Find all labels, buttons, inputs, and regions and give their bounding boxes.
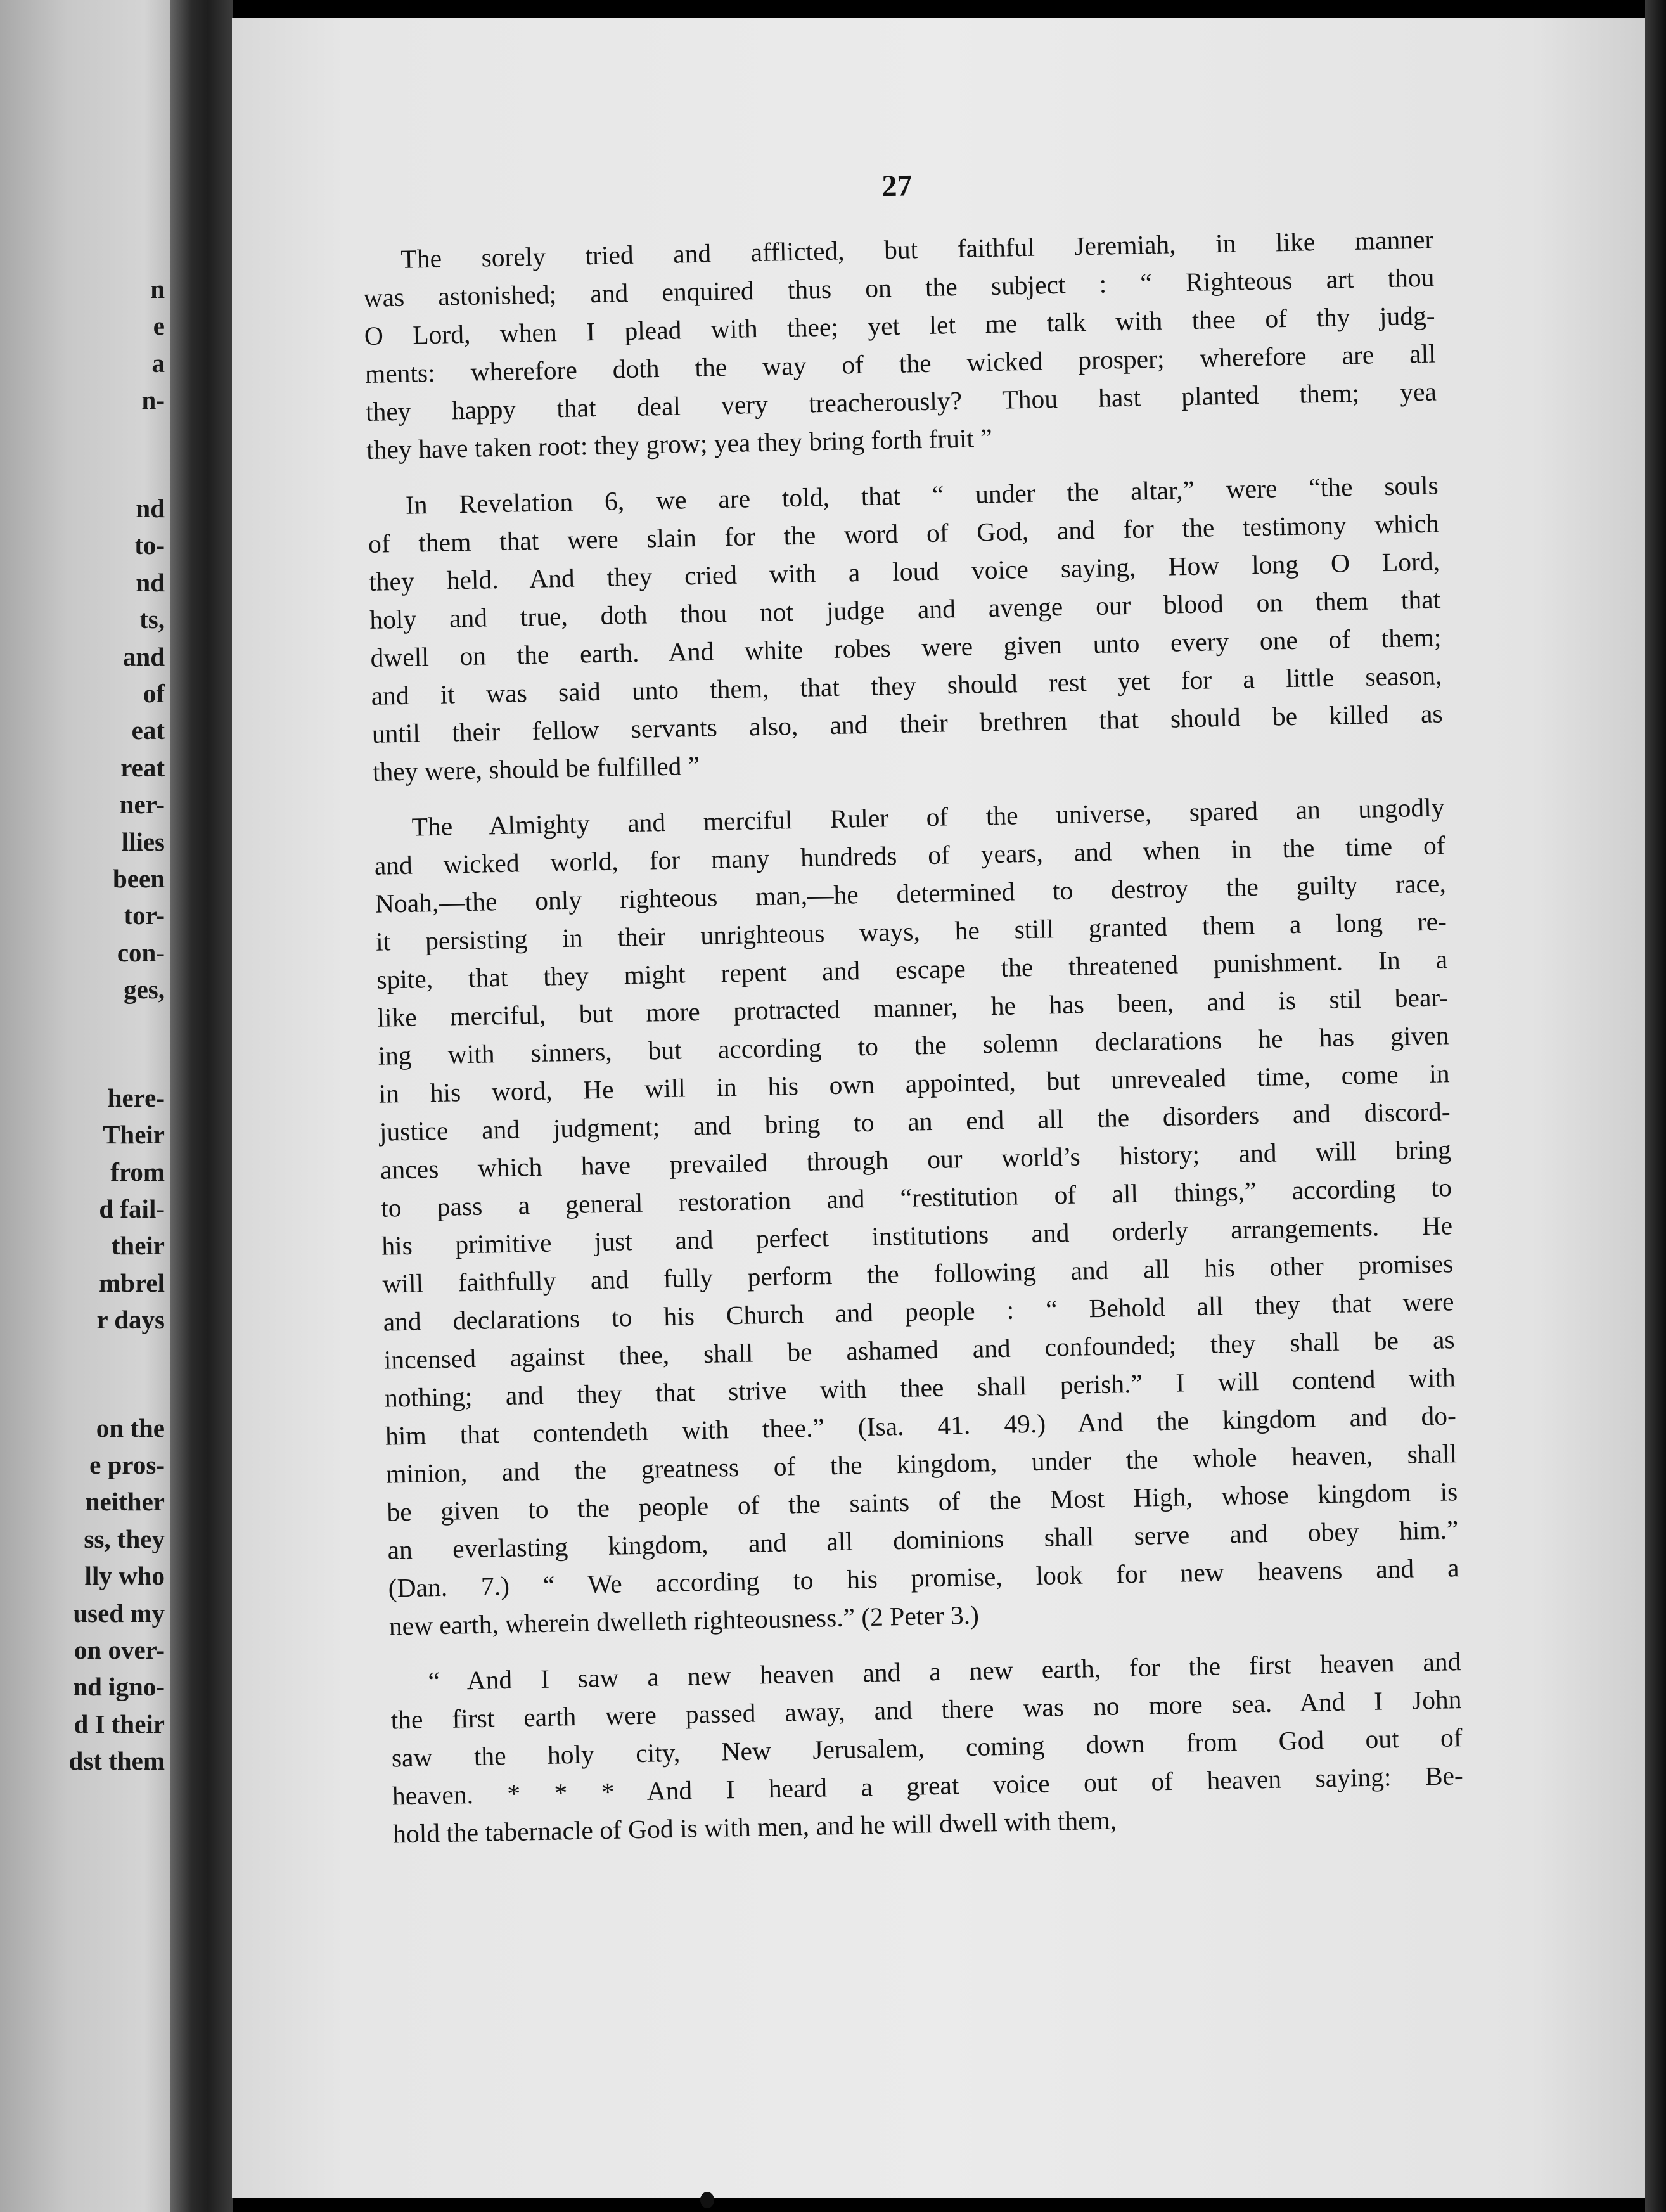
text-line: they happy that deal very treacherously? Thou hast planted them; yea (365, 376, 1437, 427)
text-line: ances which have prevailed through our world’s history; and will bring (380, 1135, 1452, 1185)
text-line: incensed against thee, shall be ashamed and confounded; they shall be as (383, 1325, 1455, 1375)
text-line: and declarations to his Church and people : “ Behold all they that were (383, 1287, 1454, 1337)
left-page-fragment: con- (117, 938, 165, 967)
text-line: his primitive just and perfect institutions and orderly arrangements. He (381, 1211, 1453, 1261)
left-page-fragment: e (153, 311, 165, 340)
paragraph (367, 466, 1444, 790)
ink-blot (700, 2192, 714, 2208)
left-page-fragment: nd (136, 568, 165, 597)
book-gutter (170, 0, 233, 2212)
left-page-fragment: ss, they (84, 1524, 165, 1553)
text-line: they were, should be fulfilled ” (372, 750, 700, 787)
left-page-fragment: here- (107, 1083, 165, 1112)
paragraph (390, 1642, 1464, 1853)
left-page-fragment: d fail- (99, 1194, 165, 1223)
text-line: minion, and the greatness of the kingdom, under the whole heaven, shall (385, 1439, 1458, 1489)
text-line: The Almighty and merciful Ruler of the universe, spared an ungodly (411, 792, 1445, 842)
text-line: justice and judgment; and bring to an end all the disorders and discord- (379, 1096, 1451, 1147)
text-line: the first earth were passed away, and there was no more sea. And I John (390, 1685, 1462, 1735)
text-line: In Revelation 6, we are told, that “ under the altar,” were “the souls (405, 470, 1439, 520)
left-page-edge (0, 0, 170, 2212)
text-line: Noah,—the only righteous man,—he determined to destroy the guilty race, (375, 868, 1447, 918)
text-line: spite, that they might repent and escape the threatened punishment. In a (376, 944, 1448, 994)
left-page-fragment: eat (131, 716, 165, 745)
text-line: until their fellow servants also, and their brethren that should be killed as (371, 698, 1443, 749)
text-line: heaven. * * * And I heard a great voice out of heaven saying: Be- (392, 1761, 1464, 1811)
text-line: saw the holy city, New Jerusalem, coming down from God out of (391, 1723, 1463, 1773)
text-line: they have taken root: they grow; yea they bring forth fruit ” (366, 423, 993, 465)
left-page-fragment: d I their (74, 1709, 165, 1739)
left-page-fragment: neither (85, 1487, 165, 1516)
page-content (361, 157, 1464, 1871)
paragraph (373, 788, 1460, 1645)
text-line: an everlasting kingdom, and all dominions shall serve and obey him.” (387, 1515, 1459, 1565)
left-page-fragment: on the (96, 1413, 165, 1443)
page-number: 27 (881, 169, 913, 203)
left-page-fragment: nd (136, 494, 165, 523)
text-line: be given to the people of the saints of the Most High, whose kingdom is (386, 1477, 1458, 1527)
left-page-fragment: lly who (84, 1561, 165, 1590)
paragraph (362, 221, 1438, 469)
text-line: “ And I saw a new heaven and a new earth, for the first heaven and (428, 1647, 1461, 1696)
text-line: and it was said unto them, that they should rest yet for a little season, (371, 660, 1442, 711)
left-page-fragment: of (143, 679, 165, 708)
left-page-fragment: Their (103, 1120, 165, 1149)
text-line: of them that were slain for the word of God, and for the testimony which (368, 508, 1440, 558)
text-line: will faithfully and fully perform the following and all his other promises (382, 1249, 1454, 1299)
left-page-fragment: nd igno- (73, 1672, 165, 1701)
text-line: to pass a general restoration and “restitution of all things,” according to (380, 1173, 1452, 1223)
left-page-fragment: r days (96, 1305, 165, 1334)
left-page-fragment: reat (120, 753, 165, 782)
left-page-fragment: ts, (139, 605, 165, 634)
left-page-fragment: mbrel (98, 1268, 165, 1297)
text-line: ing with sinners, but according to the solemn declarations he has given (378, 1020, 1449, 1071)
left-page-fragment: from (110, 1157, 165, 1186)
left-page-fragment: e pros- (89, 1450, 165, 1479)
text-line: (Dan. 7.) “ We according to his promise, look for new heavens and a (388, 1553, 1459, 1603)
left-page-fragment: on over- (74, 1635, 165, 1664)
left-page-fragment: n- (141, 385, 165, 415)
text-line: holy and true, doth thou not judge and avenge our blood on them that (369, 584, 1441, 634)
left-page-fragment: their (111, 1231, 165, 1260)
left-page-fragment: tor- (124, 901, 165, 930)
text-line: The sorely tried and afflicted, but faithful Jeremiah, in like manner (400, 224, 1434, 274)
text-line: dwell on the earth. And white robes were given unto every one of them; (370, 622, 1442, 672)
text-line: ments: wherefore doth the way of the wicked prosper; wherefore are all (364, 338, 1437, 389)
left-page-fragment: been (113, 864, 165, 893)
text-body (362, 221, 1464, 1853)
text-line: him that contendeth with thee.” (Isa. 41. 49.) And the kingdom and do- (385, 1401, 1457, 1451)
text-line: they held. And they cried with a loud voice saying, How long O Lord, (368, 546, 1440, 596)
left-page-fragment: ner- (119, 790, 165, 819)
left-page-fragment: a (151, 349, 165, 378)
left-page-fragment: llies (121, 827, 165, 856)
text-line: and wicked world, for many hundreds of years, and when in the time of (374, 830, 1445, 880)
text-line: in his word, He will in his own appointed, but unrevealed time, come in (378, 1058, 1450, 1109)
left-page-fragment: n (150, 274, 165, 304)
left-page-fragment: ges, (124, 975, 165, 1004)
text-line: hold the tabernacle of God is with men, and he will dwell with them, (392, 1805, 1117, 1849)
left-page-fragment: dst them (68, 1746, 165, 1775)
right-page-edge (1645, 0, 1666, 2212)
text-line: new earth, wherein dwelleth righteousness.” (2 Peter 3.) (388, 1600, 980, 1641)
left-page-fragment: and (122, 642, 165, 671)
text-line: it persisting in their unrighteous ways, he still granted them a long re- (375, 906, 1447, 956)
text-line: was astonished; and enquired thus on the subject : “ Righteous art thou (363, 262, 1435, 312)
left-page-fragment: used my (73, 1598, 165, 1628)
text-line: O Lord, when I plead with thee; yet let me talk with thee of thy judg- (364, 300, 1435, 350)
text-line: nothing; and they that strive with thee shall perish.” I will contend with (384, 1363, 1456, 1413)
left-page-fragment: to- (134, 530, 165, 560)
text-line: like merciful, but more protracted manner, he has been, and is stil bear- (377, 982, 1449, 1032)
